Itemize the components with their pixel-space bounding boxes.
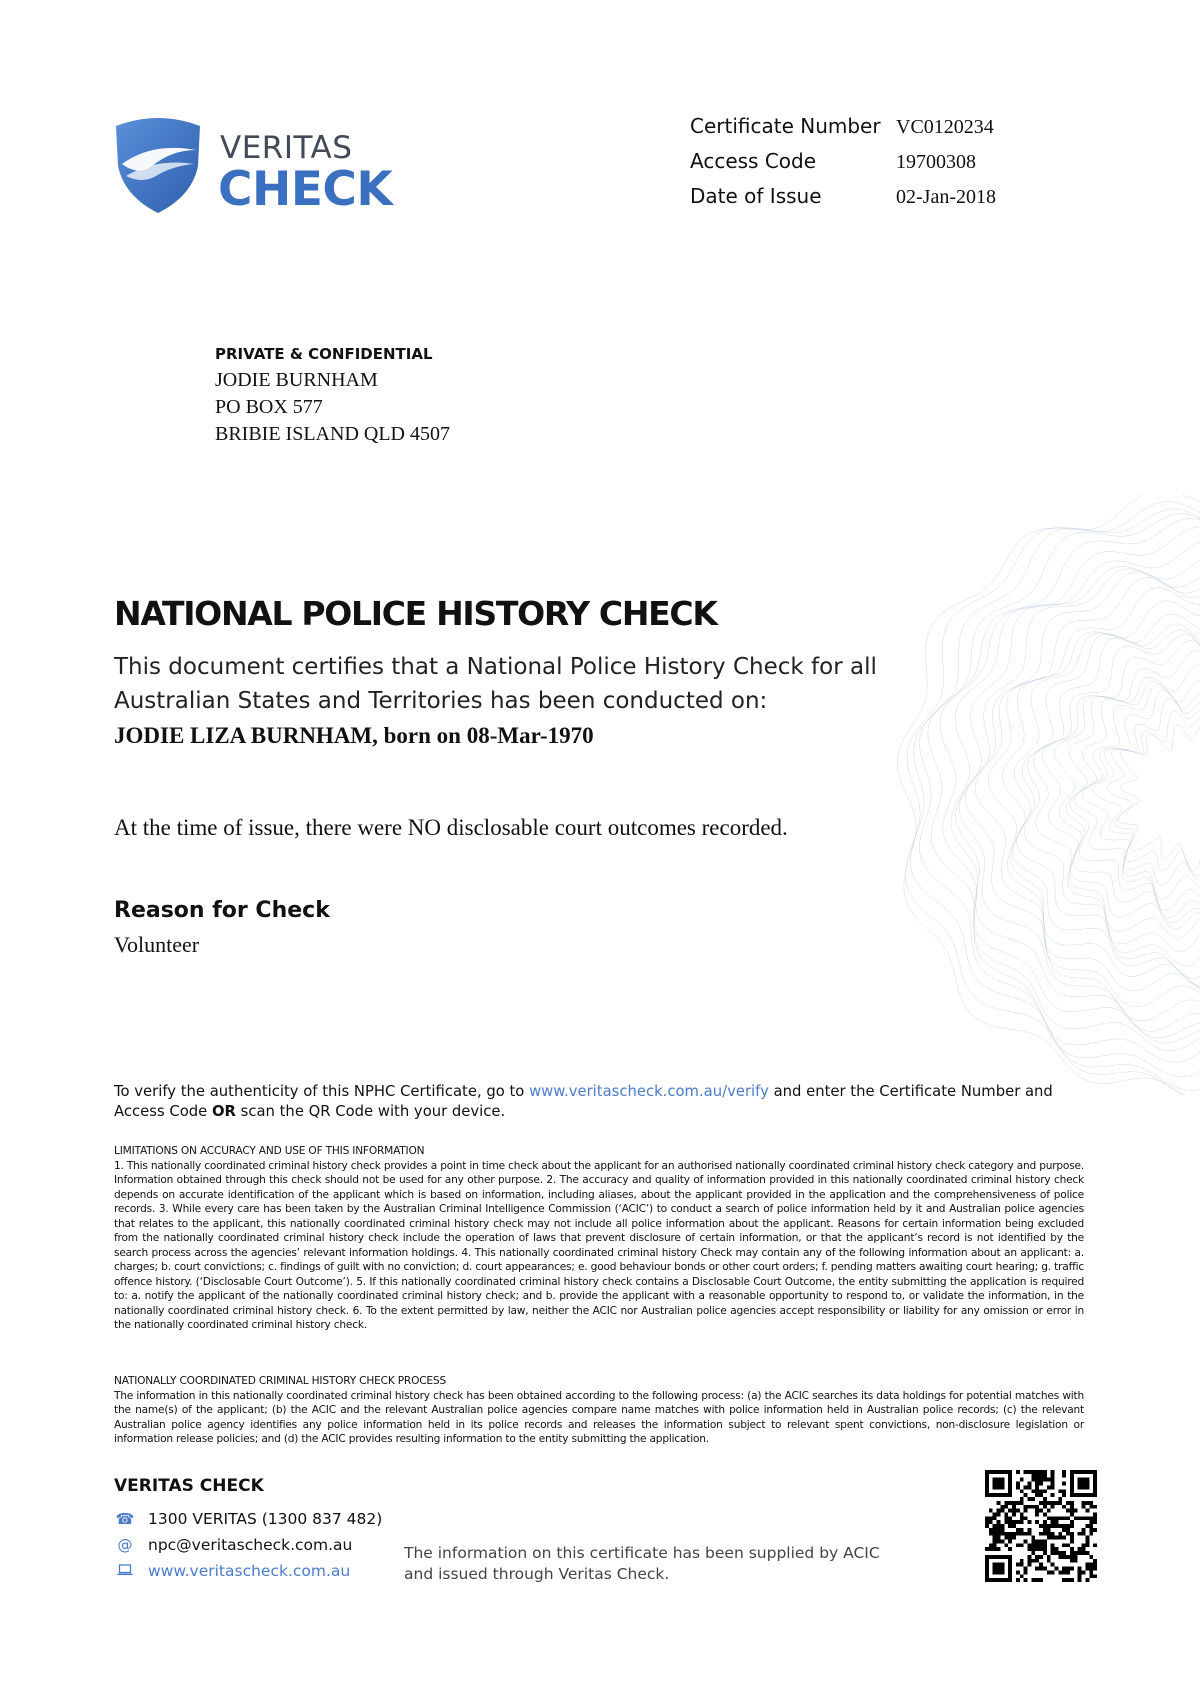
supplied-by-note: The information on this certificate has been supplied by ACIC and issued through Veritas Check.: [404, 1544, 880, 1583]
veritas-check-logo: [112, 112, 412, 216]
certificate-details: [690, 114, 1110, 219]
verify-text-3: scan the QR Code with your device.: [235, 1103, 506, 1120]
guilloche-watermark: [885, 495, 1200, 1095]
contact-phone: [114, 1510, 382, 1528]
check-outcome: At the time of issue, there were NO disclosable court outcomes recorded.: [114, 815, 788, 840]
certificate-number-label: Certificate Number: [690, 114, 881, 138]
verification-qr-code[interactable]: [985, 1470, 1097, 1582]
recipient-address-line-1: PO BOX 577: [215, 396, 323, 418]
contact-website[interactable]: [114, 1562, 350, 1580]
verify-link[interactable]: www.veritascheck.com.au/verify: [529, 1083, 769, 1100]
footer-brand: VERITAS CHECK: [114, 1476, 264, 1496]
at-icon: @: [117, 1536, 133, 1554]
phone-icon: ☎: [115, 1510, 135, 1528]
access-code-label: Access Code: [690, 149, 817, 173]
certification-statement: This document certifies that a National Police History Check for all Australian States and Territories has been conducted on:: [114, 654, 877, 714]
access-code-value: 19700308: [896, 151, 976, 173]
verification-instructions: [114, 1082, 1074, 1122]
process-body: The information in this nationally coordinated criminal history check has been obtained according to the following process: (a) the ACIC searches its data holdings for potential matches with the name(s) of the applicant; (b) the ACIC and the relevant Australian police agencies compare name matches with police information held in Australian police records; (c) the relevant Australian police agency identifies any police information held in its police records and releases the information subject to relevant spent convictions, non-disclosure legislation or information release policies; and (d) the ACIC provides resulting information to the entity submitting the application.: [114, 1389, 1084, 1445]
recipient-address-line-2: BRIBIE ISLAND QLD 4507: [215, 423, 450, 445]
subject-name-dob: JODIE LIZA BURNHAM, born on 08-Mar-1970: [114, 723, 594, 748]
date-of-issue-row: [690, 184, 1110, 219]
document-title: NATIONAL POLICE HISTORY CHECK: [114, 594, 717, 633]
verify-or: OR: [211, 1103, 236, 1120]
contact-email[interactable]: [114, 1536, 352, 1554]
confidential-label: PRIVATE & CONFIDENTIAL: [215, 345, 433, 363]
process-section: [114, 1374, 1084, 1447]
website-text: www.veritascheck.com.au: [148, 1562, 351, 1580]
reason-value: Volunteer: [114, 932, 200, 957]
limitations-section: [114, 1144, 1084, 1333]
verify-text-1: To verify the authenticity of this NPHC Certificate, go to: [114, 1083, 530, 1100]
access-code-row: [690, 149, 1110, 184]
recipient-address: [215, 345, 615, 448]
logo-word-veritas: VERITAS: [220, 130, 353, 166]
reason-heading: Reason for Check: [114, 898, 330, 923]
laptop-icon: [114, 1562, 136, 1580]
date-of-issue-label: Date of Issue: [690, 184, 822, 208]
recipient-name: JODIE BURNHAM: [215, 369, 378, 391]
certificate-number-value: VC0120234: [896, 116, 994, 138]
date-of-issue-value: 02-Jan-2018: [896, 186, 996, 208]
limitations-heading: LIMITATIONS ON ACCURACY AND USE OF THIS INFORMATION: [114, 1145, 425, 1157]
limitations-body: 1. This nationally coordinated criminal history check provides a point in time check about the applicant for an authorised nationally coordinated criminal history check category and purpose. Information obtained through this check should not be used for any other purpose. 2. The accuracy and quality of information provided in this nationally coordinated criminal history check depends on accurate identification of the applicant which is based on information, including aliases, about the applicant provided in the application and the comprehensiveness of police records. 3. While every care has been taken by the Australian Criminal Intelligence Commission (‘ACIC’) to conduct a search of police information held by it and Australian police agencies that relates to the applicant, this nationally coordinated criminal history check may not include all police information about the applicant. Reasons for certain information being excluded from the nationally coordinated criminal history check include the operation of laws that prevent disclosure of certain information, or that the applicant’s record is not identified by the search process across the agencies’ relevant information holdings. 4. This nationally coordinated criminal history Check may contain any of the following information about an applicant: a. charges; b. court convictions; c. findings of guilt with no conviction; d. court appearances; e. good behaviour bonds or other court orders; f. pending matters awaiting court hearing; g. traffic offence history. (‘Disclosable Court Outcome’). 5. If this nationally coordinated criminal history check contains a Disclosable Court Outcome, the entity submitting the application is required to: a. notify the applicant of the nationally coordinated criminal history check; and b. provide the applicant with a reasonable opportunity to respond to, or validate the information, in the nationally coordinated criminal history check. 6. To the extent permitted by law, neither the ACIC nor Australian police agencies accept responsibility or liability for any omission or error in the nationally coordinated criminal history check.: [114, 1159, 1084, 1331]
shield-logo-icon: [112, 114, 204, 214]
verify-text-2: and enter the Certificate Number and Access Code: [114, 1083, 1053, 1120]
certificate-number-row: [690, 114, 1110, 149]
phone-text: 1300 VERITAS (1300 837 482): [148, 1510, 383, 1528]
email-text: npc@veritascheck.com.au: [148, 1536, 353, 1554]
logo-word-check: CHECK: [218, 162, 393, 217]
process-heading: NATIONALLY COORDINATED CRIMINAL HISTORY CHECK PROCESS: [114, 1375, 446, 1387]
